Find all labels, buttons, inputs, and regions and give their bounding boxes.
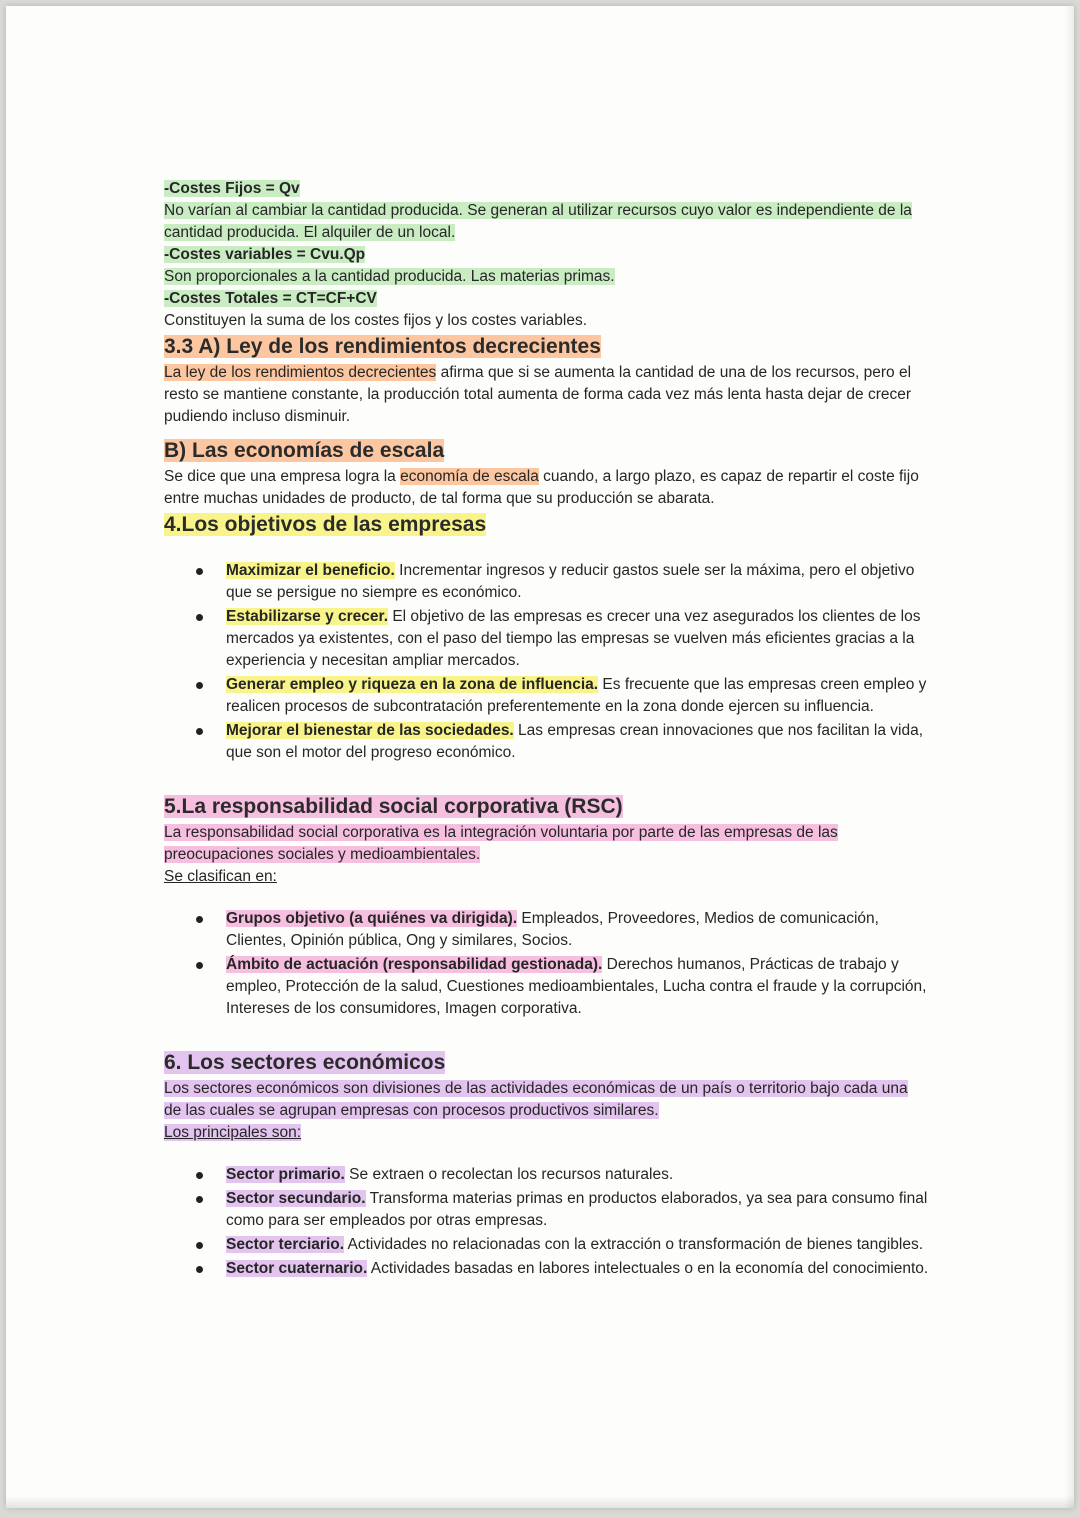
costes-fijos-text: No varían al cambiar la cantidad producida. Se generan al utilizar recursos cuyo valor es independiente de la cantidad producida. El alquiler de un local.	[164, 202, 912, 241]
page-bottom-shadow	[6, 1496, 1074, 1508]
section-3-3-heading: 3.3 A) Ley de los rendimientos decrecientes	[164, 335, 601, 358]
objetivos-list	[164, 560, 929, 764]
list-item: Sector secundario. Transforma materias primas en productos elaborados, ya sea para consumo final como para ser empleados por otras empresas.	[226, 1188, 929, 1232]
section-5-heading: 5.La responsabilidad social corporativa (RSC)	[164, 795, 623, 818]
list-item: Ámbito de actuación (responsabilidad gestionada). Derechos humanos, Prácticas de trabajo y empleo, Protección de la salud, Cuestiones medioambientales, Lucha contra el fraude y la corrupción, Intereses de los consumidores, Imagen corporativa.	[226, 954, 929, 1020]
spacer	[164, 766, 929, 792]
rsc-list	[164, 908, 929, 1020]
section-6-intro: Los sectores económicos son divisiones de las actividades económicas de un país o territorio bajo cada una de las cuales se agrupan empresas con procesos productivos similares.	[164, 1080, 908, 1119]
section-3-3-text: La ley de los rendimientos decrecientes afirma que si se aumenta la cantidad de una de los recursos, pero el resto se mantiene constante, la producción total aumenta de forma cada vez más lenta hasta dejar de crecer pudiendo incluso disminuir.	[164, 364, 912, 425]
section-6-heading: 6. Los sectores económicos	[164, 1051, 446, 1074]
sectores-list	[164, 1164, 929, 1280]
list-item: Maximizar el beneficio. Incrementar ingresos y reducir gastos suele ser la máxima, pero el objetivo que se persigue no siempre es económico.	[226, 560, 929, 604]
spacer	[164, 1022, 929, 1048]
section-4-heading: 4.Los objetivos de las empresas	[164, 513, 487, 536]
section-5-sub: Se clasifican en:	[164, 868, 277, 885]
costes-variables-text: Son proporcionales a la cantidad producida. Las materias primas.	[164, 268, 615, 285]
list-item: Estabilizarse y crecer. El objetivo de las empresas es crecer una vez asegurados los clientes de los mercados ya existentes, con el paso del tiempo las empresas se vuelven más eficientes gracias a la experiencia y necesitan ampliar mercados.	[226, 606, 929, 672]
section-b-text: Se dice que una empresa logra la economía de escala cuando, a largo plazo, es capaz de repartir el coste fijo entre muchas unidades de producto, de tal forma que su producción se abarata.	[164, 468, 919, 507]
costes-totales-title: -Costes Totales = CT=CF+CV	[164, 290, 377, 307]
section-b-heading: B) Las economías de escala	[164, 439, 445, 462]
notes-content	[164, 178, 929, 1282]
section-6-sub: Los principales son:	[164, 1124, 301, 1141]
list-item: Sector cuaternario. Actividades basadas en labores intelectuales o en la economía del conocimiento.	[226, 1258, 929, 1280]
costes-fijos-title: -Costes Fijos = Qv	[164, 180, 300, 197]
list-item: Mejorar el bienestar de las sociedades. Las empresas crean innovaciones que nos facilitan la vida, que son el motor del progreso económico.	[226, 720, 929, 764]
notes-page	[6, 6, 1074, 1508]
list-item: Sector primario. Se extraen o recolectan los recursos naturales.	[226, 1164, 929, 1186]
list-item: Sector terciario. Actividades no relacionadas con la extracción o transformación de bienes tangibles.	[226, 1234, 929, 1256]
page-edge-shadow	[1064, 6, 1074, 1508]
section-5-intro: La responsabilidad social corporativa es la integración voluntaria por parte de las empresas de las preocupaciones sociales y medioambientales.	[164, 824, 838, 863]
costes-totales-text: Constituyen la suma de los costes fijos y los costes variables.	[164, 312, 587, 329]
list-item: Grupos objetivo (a quiénes va dirigida). Empleados, Proveedores, Medios de comunicación, Clientes, Opinión pública, Ong y similares, Socios.	[226, 908, 929, 952]
list-item: Generar empleo y riqueza en la zona de influencia. Es frecuente que las empresas creen empleo y realicen procesos de subcontratación preferentemente en la zona donde ejercen su influencia.	[226, 674, 929, 718]
costes-variables-title: -Costes variables = Cvu.Qp	[164, 246, 366, 263]
